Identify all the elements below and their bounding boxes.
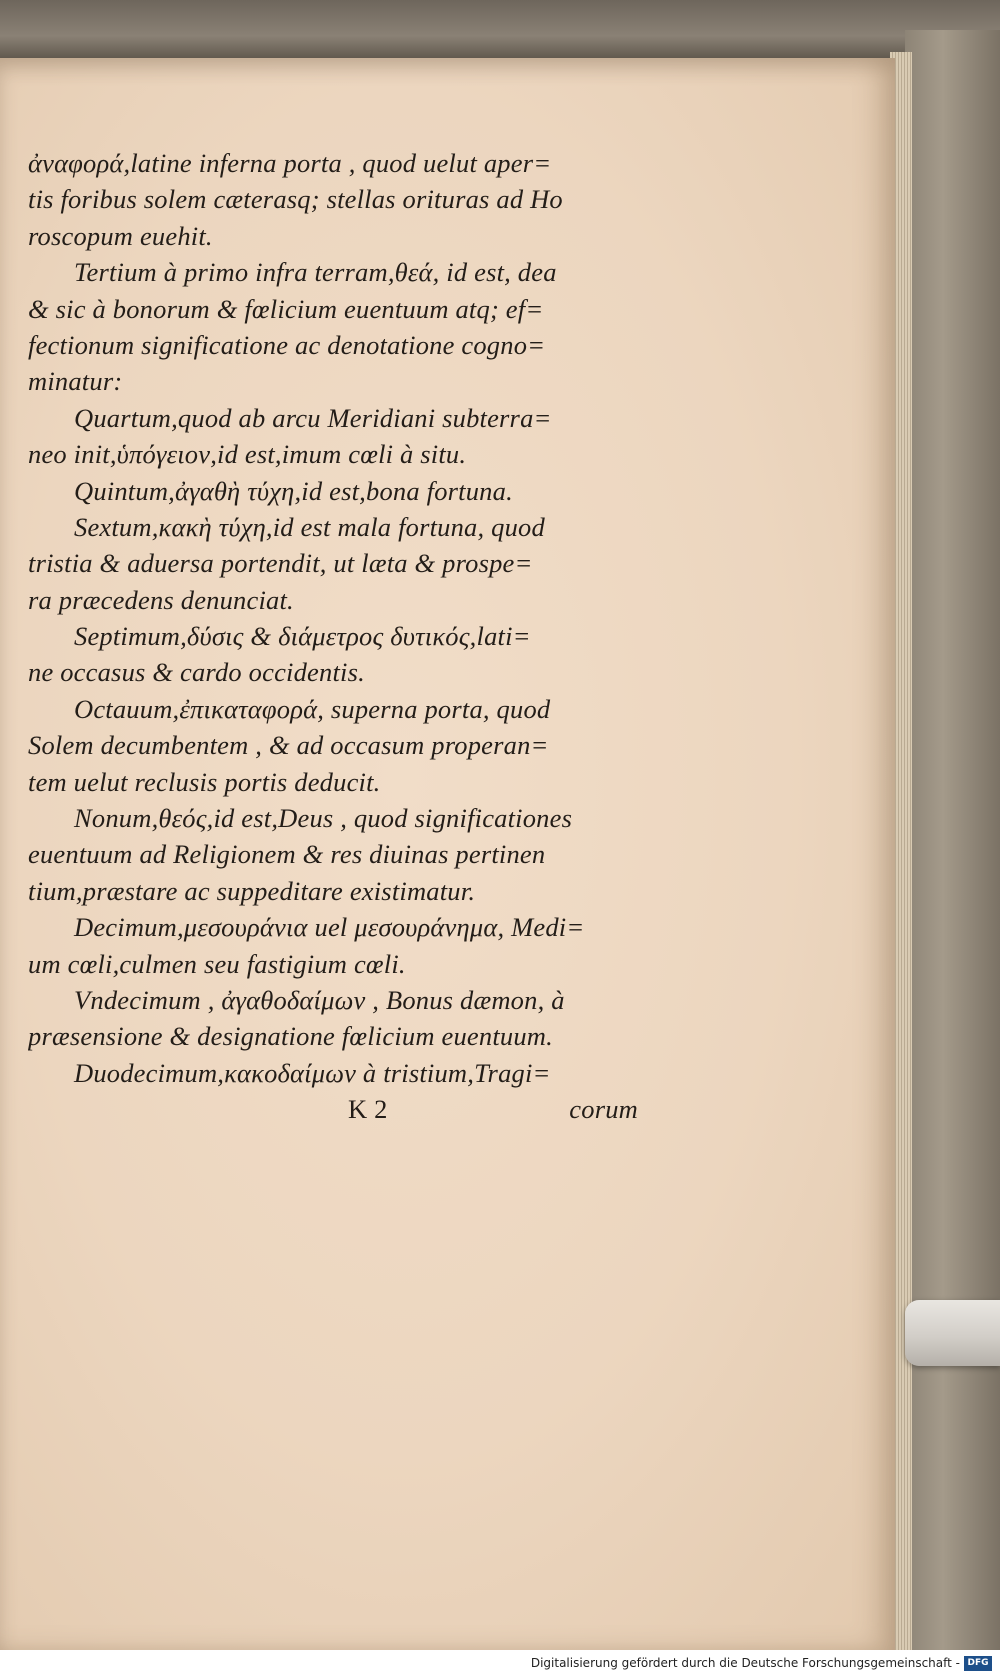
dfg-logo: DFG [964,1656,992,1671]
text-line: um cœli,culmen seu fastigium cœli. [28,948,406,979]
signature-line [28,1091,668,1127]
text-line: Vndecimum , ἀγαθοδαίμων , Bonus dæmon, à [74,984,565,1015]
catchword: corum [569,1094,638,1125]
text-line: ἀναφορά,latine inferna porta , quod uelut aper= [28,148,552,178]
text-line: præsensione & designatione fœlicium euentuum. [28,1021,553,1052]
text-line: Nonum,θεός,id est,Deus , quod significationes [74,803,573,834]
text-line: Tertium à primo infra terram,θεά, id est, dea [74,257,557,288]
text-line: ra præcedens denunciat. [28,584,294,615]
text-line: fectionum significatione ac denotatione cogno= [28,329,546,360]
book-cover-top [0,0,1000,60]
footer-bar [0,1650,1000,1678]
text-line: ne occasus & cardo occidentis. [28,657,365,688]
text-line: Decimum,μεσουράνια uel μεσουράνημα, Medi= [74,912,585,943]
signature-mark: K 2 [348,1094,388,1125]
text-line: neo init,ὑπόγειον,id est,imum cœli à situ. [28,439,467,470]
text-line: tem uelut reclusis portis deducit. [28,766,381,797]
text-line: tristia & aduersa portendit, ut læta & prospe= [28,548,533,579]
text-line: Quintum,ἀγαθὴ τύχη,id est,bona fortuna. [74,475,513,506]
text-line: Octauum,ἐπικαταφορά, superna porta, quod [74,693,551,724]
text-line: & sic à bonorum & fœlicium euentuum atq; ef= [28,293,544,324]
text-line: tis foribus solem cæterasq; stellas orituras ad Ho [28,184,563,215]
page-text [28,145,668,1128]
text-line: roscopum euehit. [28,220,213,251]
text-line: minatur: [28,366,123,397]
book-clasp [905,1300,1000,1366]
text-line: Sextum,κακὴ τύχη,id est mala fortuna, quod [74,511,545,542]
text-line: Duodecimum,κακοδαίμων à tristium,Tragi= [74,1057,551,1088]
text-line: Quartum,quod ab arcu Meridiani subterra= [74,402,552,433]
text-line: tium,præstare ac suppeditare existimatur. [28,875,476,906]
book-cover-right [905,30,1000,1650]
text-line: Septimum,δύσις & διάμετρος δυτικός,lati= [74,621,531,652]
text-line: euentuum ad Religionem & res diuinas pertinen [28,839,546,870]
footer-credit: Digitalisierung gefördert durch die Deutsche Forschungsgemeinschaft - [530,1656,960,1670]
text-line: Solem decumbentem , & ad occasum properan= [28,730,549,761]
